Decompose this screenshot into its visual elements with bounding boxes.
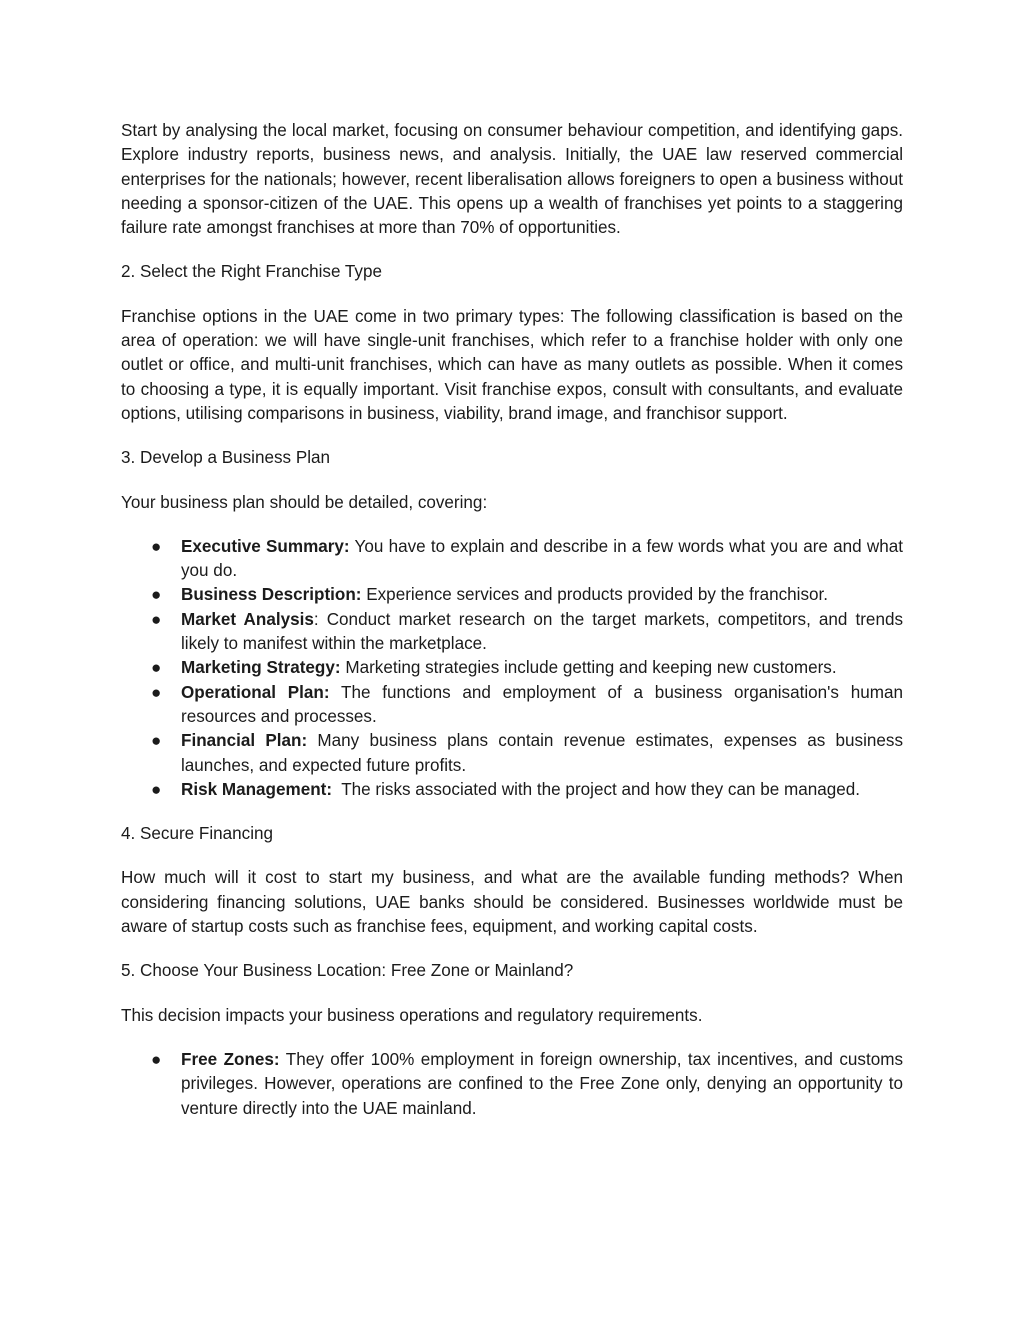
location-list xyxy=(121,1048,903,1121)
list-item-text: Marketing strategies include getting and keeping new customers. xyxy=(340,658,837,678)
list-item-term: Operational Plan: xyxy=(181,682,330,702)
bullet-icon: ● xyxy=(151,1049,162,1069)
list-item xyxy=(121,681,903,730)
business-plan-list xyxy=(121,535,903,802)
list-item xyxy=(121,729,903,778)
bullet-icon: ● xyxy=(151,779,162,799)
list-item xyxy=(121,778,903,802)
list-item-term: Marketing Strategy: xyxy=(181,658,341,678)
intro-paragraph: Start by analysing the local market, focusing on consumer behaviour competition, and identifying gaps. Explore industry reports, business news, and analysis. Initially, the UAE law reserved commercial enterprises for the nationals; however, recent liberalisation allows foreigners to open a business without needing a sponsor-citizen of the UAE. This opens up a wealth of franchises yet points to a staggering failure rate amongst franchises at more than 70% of opportunities. xyxy=(121,121,903,238)
list-item-text: : Conduct market research on the target markets, competitors, and trends likely to manifest within the marketplace. xyxy=(181,609,904,654)
list-item-text: Experience services and products provided by the franchisor. xyxy=(361,585,829,605)
list-item xyxy=(121,535,903,584)
bullet-icon: ● xyxy=(151,731,162,751)
bullet-icon: ● xyxy=(151,609,162,629)
list-item-term: Free Zones: xyxy=(181,1049,280,1069)
section-heading-location: 5. Choose Your Business Location: Free Zone or Mainland? xyxy=(121,961,574,981)
list-item-term: Risk Management: xyxy=(181,779,333,799)
list-item-text: Many business plans contain revenue estimates, expenses as business launches, and expected future profits. xyxy=(181,731,903,775)
bullet-icon: ● xyxy=(151,585,162,605)
list-item-term: Financial Plan: xyxy=(181,731,308,751)
bullet-icon: ● xyxy=(151,682,162,702)
list-item xyxy=(121,608,903,657)
list-item xyxy=(121,583,903,607)
section-heading-franchise-type: 2. Select the Right Franchise Type xyxy=(121,262,382,282)
list-item-text: They offer 100% employment in foreign ownership, tax incentives, and customs privileges. However, operations are confined to the Free Zone only, denying an opportunity to venture directly into the UAE mainland. xyxy=(181,1049,904,1118)
list-item xyxy=(121,1048,903,1121)
location-paragraph: This decision impacts your business operations and regulatory requirements. xyxy=(121,1005,703,1025)
financing-paragraph: How much will it cost to start my business, and what are the available funding methods? When considering financing solutions, UAE banks should be considered. Businesses worldwide must be aware of startup costs such as franchise fees, equipment, and working capital costs. xyxy=(121,868,903,937)
list-item-term: Business Description: xyxy=(181,585,362,605)
section-heading-financing: 4. Secure Financing xyxy=(121,824,274,844)
list-item-term: Executive Summary: xyxy=(181,536,350,556)
franchise-type-paragraph: Franchise options in the UAE come in two primary types: The following classification is based on the area of operation: we will have single-unit franchises, which refer to a franchise holder with only one outlet or office, and multi-unit franchises, which can have as many outlets as possible. When it comes to choosing a type, it is equally important. Visit franchise expos, consult with consultants, and evaluate options, utilising comparisons in business, viability, brand image, and franchisor support. xyxy=(121,306,903,423)
section-heading-business-plan: 3. Develop a Business Plan xyxy=(121,448,331,468)
business-plan-paragraph: Your business plan should be detailed, covering: xyxy=(121,492,488,512)
list-item-text: The functions and employment of a business organisation's human resources and processes. xyxy=(181,682,903,726)
bullet-icon: ● xyxy=(151,536,162,556)
list-item-text: You have to explain and describe in a few words what you are and what you do. xyxy=(181,536,903,581)
list-item xyxy=(121,656,903,680)
list-item-term: Market Analysis xyxy=(181,609,314,629)
list-item-text: The risks associated with the project and how they can be managed. xyxy=(332,779,861,799)
document-page xyxy=(121,119,903,1141)
bullet-icon: ● xyxy=(151,658,162,678)
